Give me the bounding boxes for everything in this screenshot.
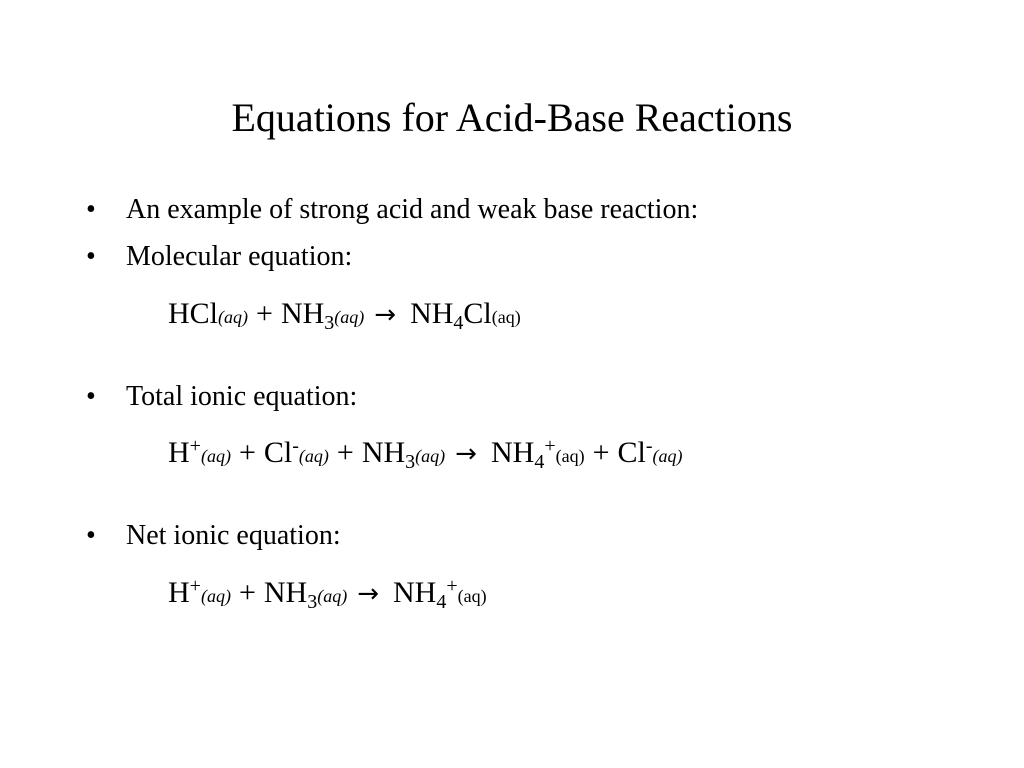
- bullet-dot: •: [86, 520, 96, 551]
- bullet-item-molecular: [86, 239, 352, 275]
- formula-cl: Cl: [263, 436, 293, 469]
- reaction-arrow-icon: →: [357, 579, 380, 609]
- bullet-dot: •: [86, 194, 96, 225]
- bullet-text: Molecular equation:: [126, 241, 353, 272]
- bullet-item-net-ionic: [86, 518, 341, 554]
- state-label: (aq): [555, 446, 585, 466]
- state-label: (aq): [491, 307, 521, 327]
- subscript: 4: [453, 312, 464, 334]
- formula-nh3: NH: [361, 436, 406, 469]
- formula-nh3: NH: [263, 576, 308, 609]
- bullet-item-total-ionic: [86, 379, 357, 415]
- charge-superscript: +: [544, 435, 556, 457]
- charge-superscript: +: [446, 575, 458, 597]
- formula-nh4: NH: [410, 297, 454, 330]
- state-label: (aq): [218, 307, 249, 327]
- plus-sign: +: [256, 297, 273, 330]
- reaction-arrow-icon: →: [455, 439, 477, 469]
- formula-nh4: NH: [393, 576, 437, 609]
- state-label: (aq): [652, 446, 683, 466]
- state-label: (aq): [457, 586, 487, 606]
- plus-sign: +: [238, 436, 256, 469]
- state-label: (aq): [298, 446, 329, 466]
- plus-sign: +: [336, 436, 354, 469]
- charge-superscript: +: [189, 435, 201, 457]
- bullet-dot: •: [86, 381, 96, 412]
- state-label: (aq): [200, 586, 231, 606]
- charge-superscript: -: [645, 435, 653, 457]
- formula-cl: Cl: [463, 297, 492, 330]
- formula-h: H: [168, 436, 190, 469]
- subscript: 3: [307, 591, 318, 613]
- formula-h: H: [168, 576, 190, 609]
- charge-superscript: +: [189, 575, 201, 597]
- formula-nh3: NH: [280, 297, 325, 330]
- formula-hcl: HCl: [168, 297, 219, 330]
- state-label: (aq): [334, 307, 365, 327]
- plus-sign: +: [592, 436, 610, 469]
- reaction-arrow-icon: →: [374, 300, 397, 330]
- formula-nh4: NH: [490, 436, 535, 469]
- state-label: (aq): [317, 586, 348, 606]
- molecular-equation: [168, 294, 521, 337]
- charge-superscript: -: [292, 435, 299, 457]
- subscript: 4: [534, 451, 545, 473]
- state-label: (aq): [200, 446, 231, 466]
- subscript: 4: [436, 591, 447, 613]
- plus-sign: +: [238, 576, 256, 609]
- state-label: (aq): [415, 446, 446, 466]
- net-ionic-equation: [168, 573, 487, 616]
- bullet-dot: •: [86, 241, 96, 272]
- slide-title: Equations for Acid-Base Reactions: [231, 95, 793, 140]
- bullet-text: Total ionic equation:: [126, 381, 358, 412]
- bullet-item-example: [86, 192, 698, 228]
- subscript: 3: [405, 451, 416, 473]
- total-ionic-equation: [168, 433, 683, 476]
- bullet-text: Net ionic equation:: [126, 520, 341, 551]
- subscript: 3: [324, 312, 335, 334]
- bullet-text: An example of strong acid and weak base reaction:: [126, 194, 699, 225]
- formula-cl: Cl: [617, 436, 646, 469]
